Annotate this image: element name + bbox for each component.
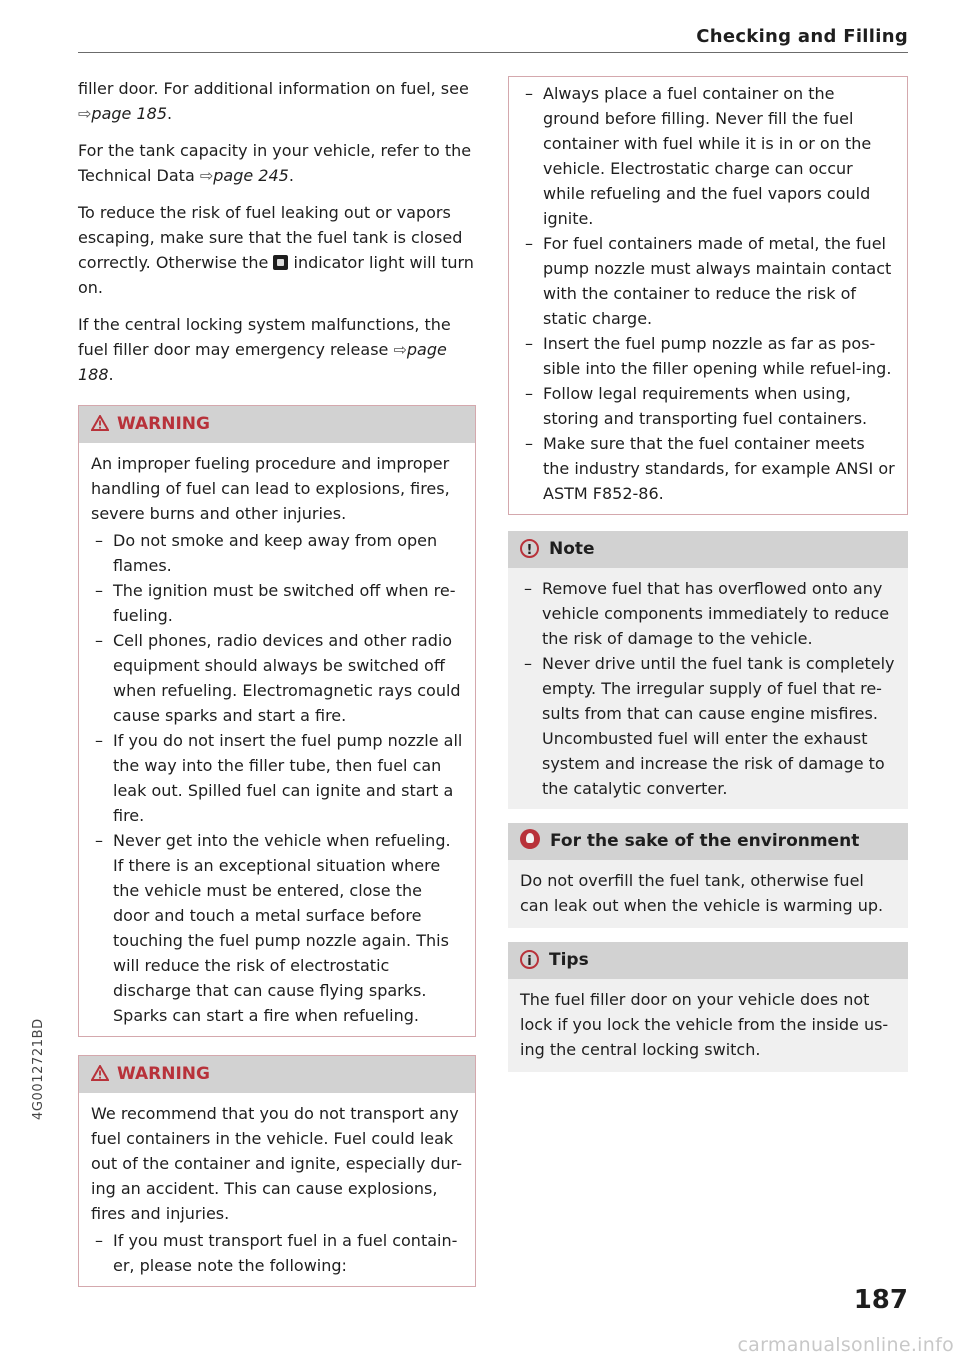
list-item: – Remove fuel that has overflowed onto any vehicle components immediately to reduce the risk of damage to the vehicle. xyxy=(520,576,896,651)
section-title: Checking and Filling xyxy=(696,26,908,47)
environment-title: For the sake of the environment xyxy=(550,831,860,851)
paragraph-fuel-info: filler door. For additional information on fuel, see ⇨page 185. xyxy=(78,79,469,123)
warning-list xyxy=(91,1228,463,1278)
paragraph-tank-capacity: For the tank capacity in your vehicle, refer to the Technical Data ⇨page 245. xyxy=(78,141,472,185)
header-rule xyxy=(78,52,908,53)
note-title: Note xyxy=(549,539,595,559)
list-item: – For fuel containers made of metal, the fuel pump nozzle must always maintain contact with the container to reduce the risk of static charge. xyxy=(521,231,895,331)
warning-box-fueling xyxy=(78,405,476,1037)
paragraph-emergency-release: If the central locking system malfunctions, the fuel filler door may emergency release ⇨page 188. xyxy=(78,315,451,384)
list-item: – Cell phones, radio devices and other radio equipment should always be switched off when refueling. Electromagnetic rays could cause sparks and start a fire. xyxy=(91,628,463,728)
tips-header xyxy=(508,942,908,979)
warning-triangle-icon xyxy=(91,1058,109,1095)
list-item: – If you do not insert the fuel pump nozzle all the way into the filler tube, then fuel can leak out. Spilled fuel can ignite and start a fire. xyxy=(91,728,463,828)
note-list xyxy=(520,576,896,801)
warning-header xyxy=(79,1056,475,1093)
page-ref-link[interactable]: ⇨page 188 xyxy=(78,340,447,384)
tips-title: Tips xyxy=(549,950,589,970)
list-item: – Always place a fuel container on the ground before filling. Never fill the fuel container with fuel while it is in or on the vehicle. Electrostatic charge can occur while refueling and the fuel vapors could ignite. xyxy=(521,81,895,231)
arrow-right-icon: ⇨ xyxy=(78,104,92,123)
note-box xyxy=(508,531,908,809)
warning-list xyxy=(91,528,463,1028)
list-item: – Follow legal requirements when using, storing and transporting fuel containers. xyxy=(521,381,895,431)
page-ref-link[interactable]: ⇨page 185 xyxy=(78,104,167,123)
warning-intro: We recommend that you do not transport any fuel containers in the vehicle. Fuel could leak out of the container and ignite, especially dur-ing an accident. This can cause explosions, fires and injuries. xyxy=(91,1104,462,1223)
environment-text: Do not overfill the fuel tank, otherwise fuel can leak out when the vehicle is warming up. xyxy=(520,871,884,915)
tips-box xyxy=(508,942,908,1072)
environment-header xyxy=(508,823,908,860)
warning-continued-box xyxy=(508,76,908,515)
warning-triangle-icon xyxy=(91,408,109,445)
arrow-right-icon: ⇨ xyxy=(199,166,214,185)
tips-body xyxy=(508,979,908,1072)
warning-intro: An improper fueling procedure and improper handling of fuel can lead to explosions, fires, severe burns and other injuries. xyxy=(91,454,450,523)
list-item: – The ignition must be switched off when re-fueling. xyxy=(91,578,463,628)
warning-body xyxy=(79,443,475,1036)
environment-box xyxy=(508,823,908,928)
list-item: – Insert the fuel pump nozzle as far as pos-sible into the filler opening while refuel-ing. xyxy=(521,331,895,381)
side-document-code: 4G0012721BD xyxy=(31,1018,46,1120)
list-item: – Do not smoke and keep away from open flames. xyxy=(91,528,463,578)
arrow-right-icon: ⇨ xyxy=(393,340,407,359)
warning-body xyxy=(79,1093,475,1286)
tips-text: The fuel filler door on your vehicle does not lock if you lock the vehicle from the inside us-ing the central locking switch. xyxy=(520,990,889,1059)
left-column xyxy=(78,76,476,1305)
warning-continued-body xyxy=(509,77,907,514)
list-item: – Never drive until the fuel tank is completely empty. The irregular supply of fuel that re-sults from that can cause engine misfires. Uncombusted fuel will enter the exhaust system and increase the risk of damage to the catalytic converter. xyxy=(520,651,896,801)
warning-header xyxy=(79,406,475,443)
info-circle-icon: i xyxy=(520,950,539,969)
note-body xyxy=(508,568,908,809)
environment-body xyxy=(508,860,908,928)
exclamation-circle-icon: ! xyxy=(520,539,539,558)
list-item: – Make sure that the fuel container meets the industry standards, for example ANSI or ASTM F852-86. xyxy=(521,431,895,506)
page-ref-link[interactable]: ⇨page 245 xyxy=(199,166,289,185)
paragraph-fuel-leak: To reduce the risk of fuel leaking out or vapors escaping, make sure that the fuel tank is closed correctly. Otherwise the indicator light will turn on. xyxy=(78,203,474,297)
fuel-tank-indicator-icon xyxy=(273,255,288,270)
leaf-icon xyxy=(520,829,540,849)
page-number: 187 xyxy=(853,1285,908,1315)
warning-title: WARNING xyxy=(117,414,210,434)
warning-continued-list xyxy=(521,81,895,506)
right-column xyxy=(508,76,908,1086)
watermark: carmanualsonline.info xyxy=(737,1334,954,1356)
warning-box-containers xyxy=(78,1055,476,1287)
note-header xyxy=(508,531,908,568)
list-item: – If you must transport fuel in a fuel contain-er, please note the following: xyxy=(91,1228,463,1278)
warning-title: WARNING xyxy=(117,1064,210,1084)
list-item: – Never get into the vehicle when refueling. If there is an exceptional situation where the vehicle must be entered, close the door and touch a metal surface before touching the fuel pump nozzle again. This will reduce the risk of electrostatic discharge that can cause flying sparks. Sparks can start a fire when refueling. xyxy=(91,828,463,1028)
